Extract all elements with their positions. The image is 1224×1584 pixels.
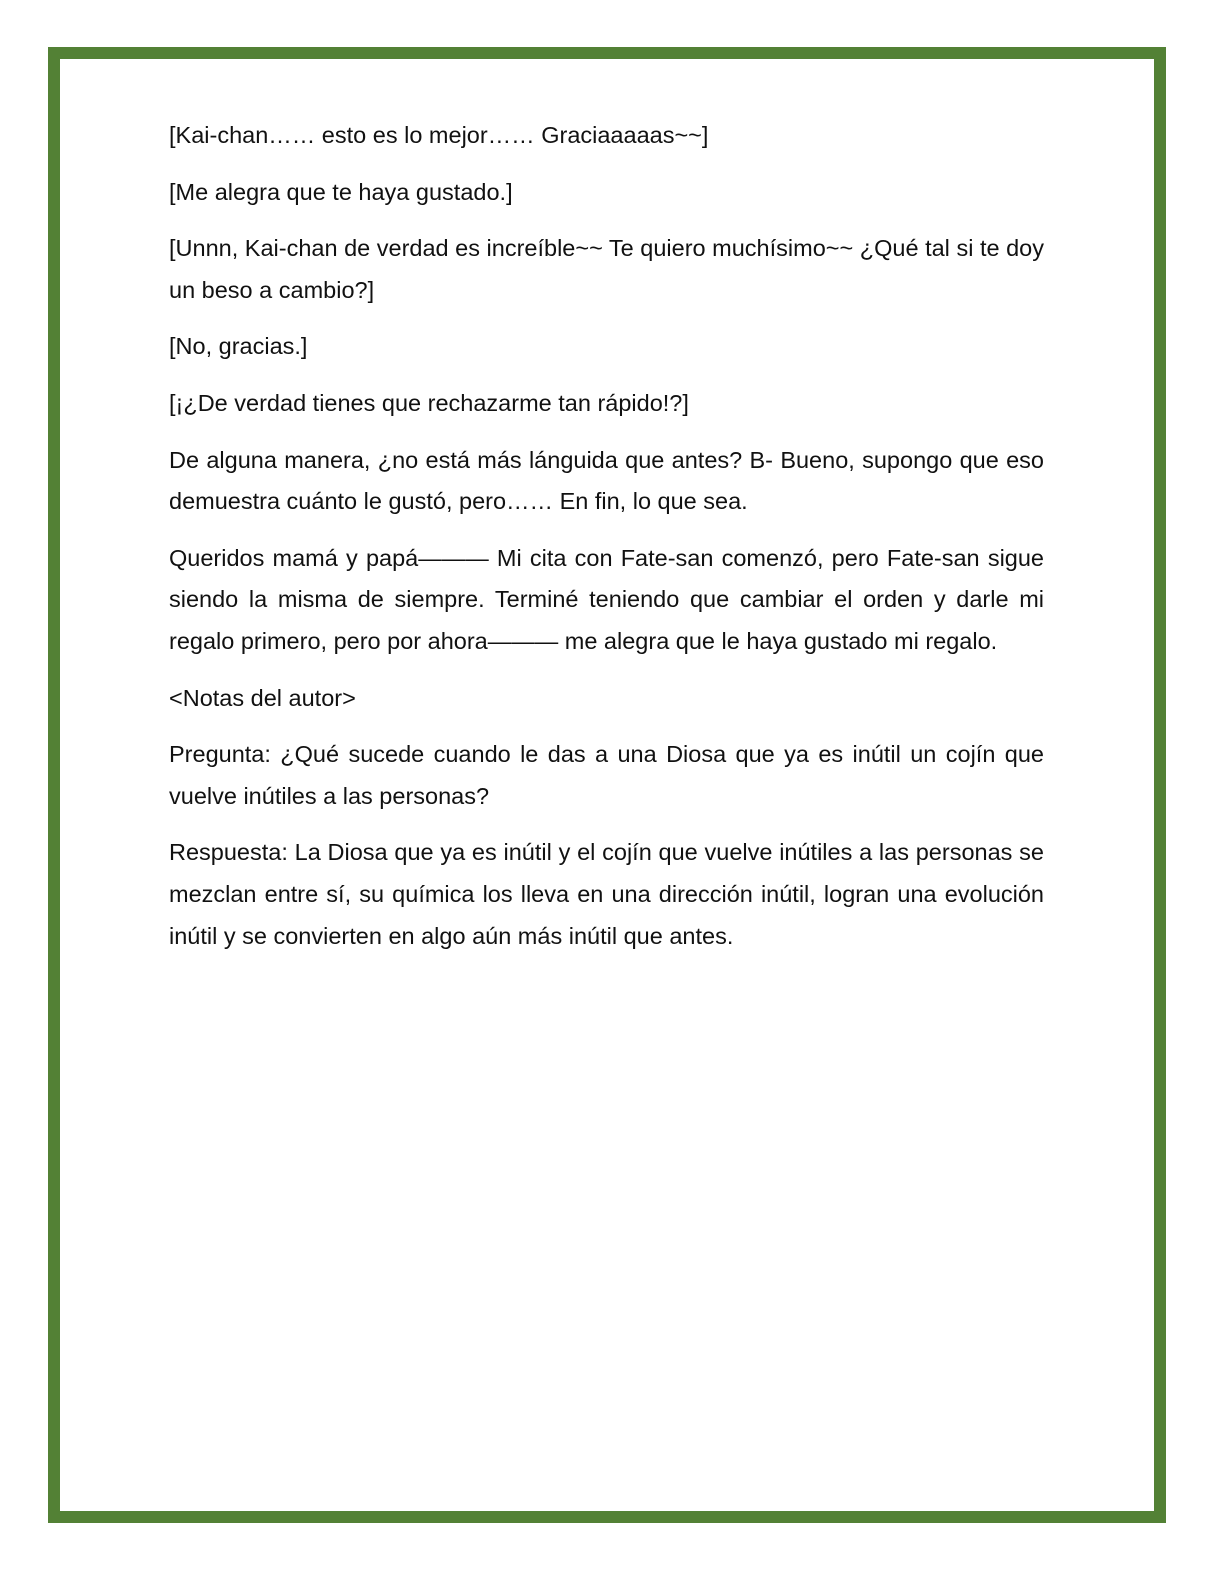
author-note-question: Pregunta: ¿Qué sucede cuando le das a una Diosa que ya es inútil un cojín que vuelve inútiles a las personas? xyxy=(169,741,1044,809)
dialogue-line: [Unnn, Kai-chan de verdad es increíble~~ Te quiero muchísimo~~ ¿Qué tal si te doy un beso a cambio?] xyxy=(169,235,1044,303)
narration-paragraph: Queridos mamá y papá——— Mi cita con Fate-san comenzó, pero Fate-san sigue siendo la misma de siempre. Terminé teniendo que cambiar el orden y darle mi regalo primero, pero por ahora——— me alegra que le haya gustado mi regalo. xyxy=(169,544,1044,654)
author-notes-heading: <Notas del autor> xyxy=(169,684,356,711)
narration-paragraph: De alguna manera, ¿no está más lánguida que antes? B- Bueno, supongo que eso demuestra cuánto le gustó, pero…… En fin, lo que sea. xyxy=(169,446,1044,515)
dialogue-line: [No, gracias.] xyxy=(169,333,308,360)
document-body xyxy=(169,115,1044,972)
dialogue-line: [Me alegra que te haya gustado.] xyxy=(169,178,513,205)
dialogue-line: [¡¿De verdad tienes que rechazarme tan rápido!?] xyxy=(169,389,689,416)
author-note-answer: Respuesta: La Diosa que ya es inútil y el cojín que vuelve inútiles a las personas se mezclan entre sí, su química los lleva en una dirección inútil, logran una evolución inútil y se convierten en algo aún más inútil que antes. xyxy=(169,839,1044,949)
dialogue-line: [Kai-chan…… esto es lo mejor…… Graciaaaaas~~] xyxy=(169,122,709,148)
